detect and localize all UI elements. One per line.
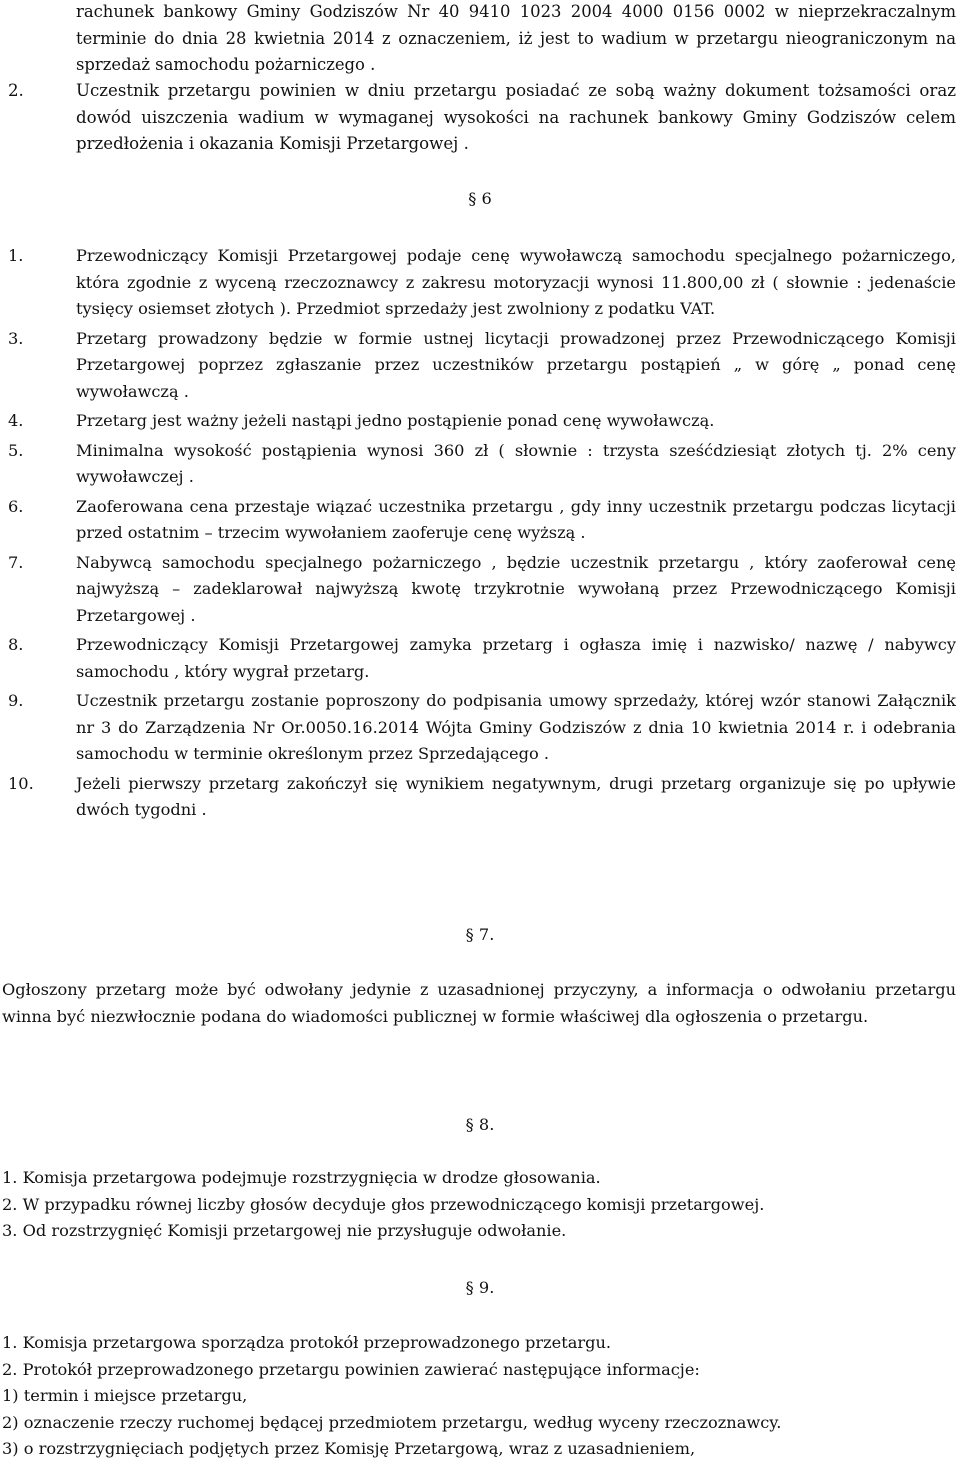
section-heading-7: § 7. [465, 925, 495, 944]
list-item [8, 408, 956, 435]
item-number: 7. [8, 552, 24, 572]
section6-list [8, 243, 956, 827]
list-item: 1) termin i miejsce przetargu, [2, 1386, 248, 1405]
item-number: 4. [8, 411, 24, 430]
item-number: 10. [8, 773, 34, 793]
list-item: 3. Od rozstrzygnięć Komisji przetargowej nie przysługuje odwołanie. [2, 1221, 567, 1240]
item-number: 1. [8, 246, 24, 265]
list-item [8, 632, 956, 685]
list-item: 1. Komisja przetargowa podejmuje rozstrzygnięcia w drodze głosowania. [2, 1168, 601, 1187]
section-heading-8: § 8. [465, 1115, 495, 1134]
section-heading-9: § 9. [465, 1278, 495, 1297]
list-item [8, 494, 956, 547]
item-number: 5. [8, 440, 24, 460]
item-text: Przetarg jest ważny jeżeli nastąpi jedno postąpienie ponad cenę wywoławczą. [76, 411, 715, 430]
item-number: 8. [8, 635, 24, 654]
item-number: 3. [8, 328, 24, 348]
item-text: Uczestnik przetargu powinien w dniu przetargu posiadać ze sobą ważny dokument tożsamości oraz dowód uiszczenia wadium w wymaganej wysokości na rachunek bankowy Gminy Godziszów celem przedłożenia i okazania Komisji Przetargowej . [76, 81, 956, 153]
section8-list [2, 1165, 958, 1245]
list-item [8, 326, 956, 406]
item-text: Nabywcą samochodu specjalnego pożarniczego , będzie uczestnik przetargu , który zaoferował cenę najwyższą – zadeklarował najwyższą kwotę trzykrotnie wywołaną przez Przewodniczącego Komisji Przetargowej . [76, 552, 956, 625]
item-text: Przetarg prowadzony będzie w formie ustnej licytacji prowadzonej przez Przewodniczącego Komisji Przetargowej poprzez zgłaszanie przez uczestników przetargu postąpień „ w górę „ ponad cenę wywoławczą . [76, 328, 956, 401]
list-item: 3) o rozstrzygnięciach podjętych przez Komisję Przetargową, wraz z uzasadnieniem, [2, 1439, 696, 1458]
list-item [8, 550, 956, 630]
list-item: 1. Komisja przetargowa sporządza protokół przeprowadzonego przetargu. [2, 1333, 612, 1352]
list-item [8, 438, 956, 491]
section-sign: § [465, 1115, 479, 1134]
item-text: Zaoferowana cena przestaje wiązać uczestnika przetargu , gdy inny uczestnik przetargu podczas licytacji przed ostatnim – trzecim wywołaniem zaoferuje cenę wyższą . [76, 496, 956, 542]
list-item: 2) oznaczenie rzeczy ruchomej będącej przedmiotem przetargu, według wyceny rzeczoznawcy. [2, 1412, 782, 1432]
item-text: Przewodniczący Komisji Przetargowej zamyka przetarg i ogłasza imię i nazwisko/ nazwę / nabywcy samochodu , który wygrał przetarg. [76, 635, 956, 681]
item-text: Uczestnik przetargu zostanie poproszony do podpisania umowy sprzedaży, której wzór stanowi Załącznik nr 3 do Zarządzenia Nr Or.0050.16.2014 Wójta Gminy Godziszów z dnia 10 kwietnia 2014 r. i odebrania samochodu w terminie określonym przez Sprzedającego . [76, 691, 956, 763]
list-item [8, 771, 956, 824]
list-item: 2. Protokół przeprowadzonego przetargu powinien zawierać następujące informacje: [2, 1359, 700, 1379]
list-item [8, 688, 956, 768]
section7-paragraph [2, 977, 956, 1030]
section-sign: § [465, 1278, 479, 1297]
list-item [8, 78, 956, 158]
section-heading-6: § 6 [468, 189, 492, 208]
item-text: Przewodniczący Komisji Przetargowej podaje cenę wywoławczą samochodu specjalnego pożarniczego, która zgodnie z wyceną rzeczoznawcy z zakresu motoryzacji wynosi 11.800,00 zł ( słownie : jedenaście tysięcy osiemset złotych ). Przedmiot sprzedaży jest zwolniony z podatku VAT. [76, 246, 956, 318]
item-text: Minimalna wysokość postąpienia wynosi 360 zł ( słownie : trzysta sześćdziesiąt złotych tj. 2% ceny wywoławczej . [76, 440, 956, 486]
section9-list [2, 1330, 958, 1463]
list-item: 2. W przypadku równej liczby głosów decyduje głos przewodniczącego komisji przetargowej. [2, 1194, 765, 1214]
item-number: 2. [8, 81, 24, 100]
section7-text: Ogłoszony przetarg może być odwołany jedynie z uzasadnionej przyczyny, a informacja o odwołaniu przetargu winna być niezwłocznie podana do wiadomości publicznej w formie właściwej dla ogłoszenia o przetargu. [2, 980, 956, 1026]
continuation-paragraph [76, 0, 956, 79]
item-number: 6. [8, 496, 24, 516]
section-sign: § [465, 925, 479, 944]
item-number: 9. [8, 691, 24, 710]
item-text: Jeżeli pierwszy przetarg zakończył się wynikiem negatywnym, drugi przetarg organizuje się po upływie dwóch tygodni . [76, 773, 956, 819]
section-sign: § [468, 189, 482, 208]
list-item [8, 243, 956, 323]
continuation-text: rachunek bankowy Gminy Godziszów Nr 40 9410 1023 2004 4000 0156 0002 w nieprzekraczalnym terminie do dnia 28 kwietnia 2014 z oznaczeniem, iż jest to wadium w przetargu nieograniczonym na sprzedaż samochodu pożarniczego . [76, 2, 956, 74]
